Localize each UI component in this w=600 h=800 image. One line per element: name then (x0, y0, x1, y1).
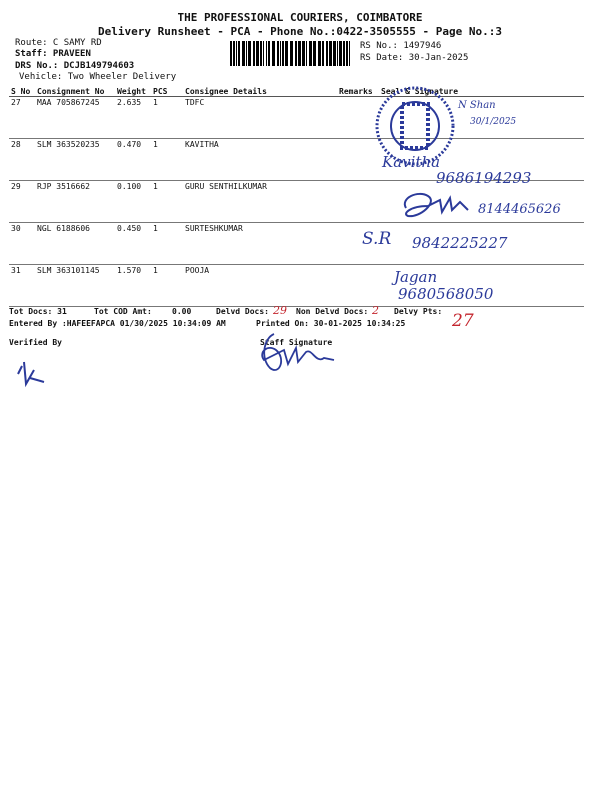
handwritten-initials-30: S.R (362, 229, 392, 249)
cell-consignee: TDFC (183, 97, 337, 139)
barcode-bar (238, 41, 240, 66)
company-title: THE PROFESSIONAL COURIERS, COIMBATORE (177, 11, 423, 24)
col-consignment: Consignment No (35, 86, 115, 97)
barcode-bar (230, 41, 232, 66)
col-pcs: PCS (151, 86, 183, 97)
handwritten-phone-29: 8144465626 (478, 202, 561, 217)
printed-on: Printed On: 30-01-2025 10:34:25 (256, 319, 406, 328)
col-sno: S No (9, 86, 35, 97)
barcode-bar (282, 41, 284, 66)
cell-weight: 0.470 (115, 139, 151, 181)
handwritten-phone-28: 9686194293 (436, 169, 532, 187)
table-header-row (9, 86, 584, 97)
handwritten-phone-31: 9680568050 (398, 285, 494, 303)
verified-signature-icon (14, 360, 50, 388)
barcode-bar (343, 41, 345, 66)
col-remarks: Remarks (337, 86, 379, 97)
col-seal-signature: Seal & Signature (379, 86, 584, 97)
cell-sno: 28 (9, 139, 35, 181)
col-weight: Weight (115, 86, 151, 97)
tot-docs: Tot Docs: 31 (9, 307, 67, 316)
barcode-bar (326, 41, 328, 66)
handwritten-name-31: Jagan (394, 268, 438, 286)
barcode-bar (256, 41, 259, 66)
barcode-bar (318, 41, 321, 66)
runsheet-subtitle: Delivery Runsheet - PCA - Phone No.:0422-3505555 - Page No.:3 (98, 25, 502, 38)
barcode-bar (290, 41, 293, 66)
barcode-bar (306, 41, 307, 66)
route-label: Route: C SAMY RD (15, 38, 102, 48)
cell-consignment: MAA 705867245 (35, 97, 115, 139)
cell-consignment: NGL 6188606 (35, 223, 115, 265)
non-delvd-docs-label: Non Delvd Docs: (296, 307, 369, 316)
barcode-bar (266, 41, 267, 66)
barcode-bar (236, 41, 237, 66)
rs-date: RS Date: 30-Jan-2025 (360, 53, 469, 63)
delvd-docs-value: 29 (273, 304, 287, 317)
barcode-bar (298, 41, 301, 66)
delvy-pts-value: 27 (452, 311, 474, 331)
barcode-bar (339, 41, 342, 66)
cell-sno: 31 (9, 265, 35, 307)
cell-weight: 0.100 (115, 181, 151, 223)
barcode-bar (285, 41, 288, 66)
barcode-bar (242, 41, 245, 66)
handwritten-signature-27: N Shan (458, 100, 496, 111)
cell-remarks (337, 265, 379, 307)
table-row (9, 265, 584, 307)
barcode-bar (302, 41, 305, 66)
drs-number: DRS No.: DCJB149794603 (15, 61, 135, 71)
cell-consignment: SLM 363520235 (35, 139, 115, 181)
cell-sno: 27 (9, 97, 35, 139)
cell-consignee: KAVITHA (183, 139, 337, 181)
cell-pcs: 1 (151, 139, 183, 181)
cell-pcs: 1 (151, 181, 183, 223)
barcode-bar (263, 41, 264, 66)
handwritten-phone-30: 9842225227 (412, 234, 508, 252)
cell-consignee: SURTESHKUMAR (183, 223, 337, 265)
vehicle-label: Vehicle: Two Wheeler Delivery (19, 72, 177, 82)
cell-remarks (337, 181, 379, 223)
staff-label: Staff: PRAVEEN (15, 49, 91, 59)
cell-sno: 30 (9, 223, 35, 265)
barcode-bar (248, 41, 251, 66)
cell-weight: 0.450 (115, 223, 151, 265)
col-consignee: Consignee Details (183, 86, 337, 97)
tot-cod-label: Tot COD Amt: (94, 307, 152, 316)
staff-signature-icon (254, 328, 340, 382)
cell-weight: 2.635 (115, 97, 151, 139)
rs-number: RS No.: 1497946 (360, 41, 442, 51)
barcode-bar (277, 41, 279, 66)
delvd-docs-label: Delvd Docs: (216, 307, 269, 316)
barcode-bar (346, 41, 348, 66)
barcode-bar (337, 41, 338, 66)
handwritten-date-27: 30/1/2025 (470, 117, 517, 127)
barcode-bar (246, 41, 247, 66)
cell-consignee: POOJA (183, 265, 337, 307)
cell-consignment: SLM 363101145 (35, 265, 115, 307)
cell-weight: 1.570 (115, 265, 151, 307)
cell-pcs: 1 (151, 265, 183, 307)
verified-by-label: Verified By (9, 338, 62, 347)
barcode-bar (329, 41, 332, 66)
barcode-bar (272, 41, 275, 66)
barcode-bar (260, 41, 262, 66)
barcode-bar (322, 41, 324, 66)
barcode-bar (233, 41, 235, 66)
barcode-bar (309, 41, 312, 66)
barcode-bar (280, 41, 281, 66)
cell-consignee: GURU SENTHILKUMAR (183, 181, 337, 223)
entered-by: Entered By :HAFEEFAPCA 01/30/2025 10:34:09 AM (9, 319, 226, 328)
barcode-bar (349, 41, 350, 66)
barcode-bar (268, 41, 270, 66)
barcode-bar (253, 41, 255, 66)
tot-cod-value: 0.00 (172, 307, 192, 316)
cell-consignment: RJP 3516662 (35, 181, 115, 223)
staff-signature-label: Staff Signature (260, 338, 333, 347)
signature-29-icon (398, 188, 478, 224)
handwritten-name-28: Kavitha (382, 153, 441, 171)
delvy-pts-label: Delvy Pts: (394, 307, 443, 316)
barcode-image (230, 41, 352, 66)
cell-pcs: 1 (151, 97, 183, 139)
barcode-bar (333, 41, 336, 66)
barcode-bar (295, 41, 297, 66)
cell-sno: 29 (9, 181, 35, 223)
barcode-bar (313, 41, 316, 66)
cell-pcs: 1 (151, 223, 183, 265)
non-delvd-docs-value: 2 (372, 304, 379, 317)
